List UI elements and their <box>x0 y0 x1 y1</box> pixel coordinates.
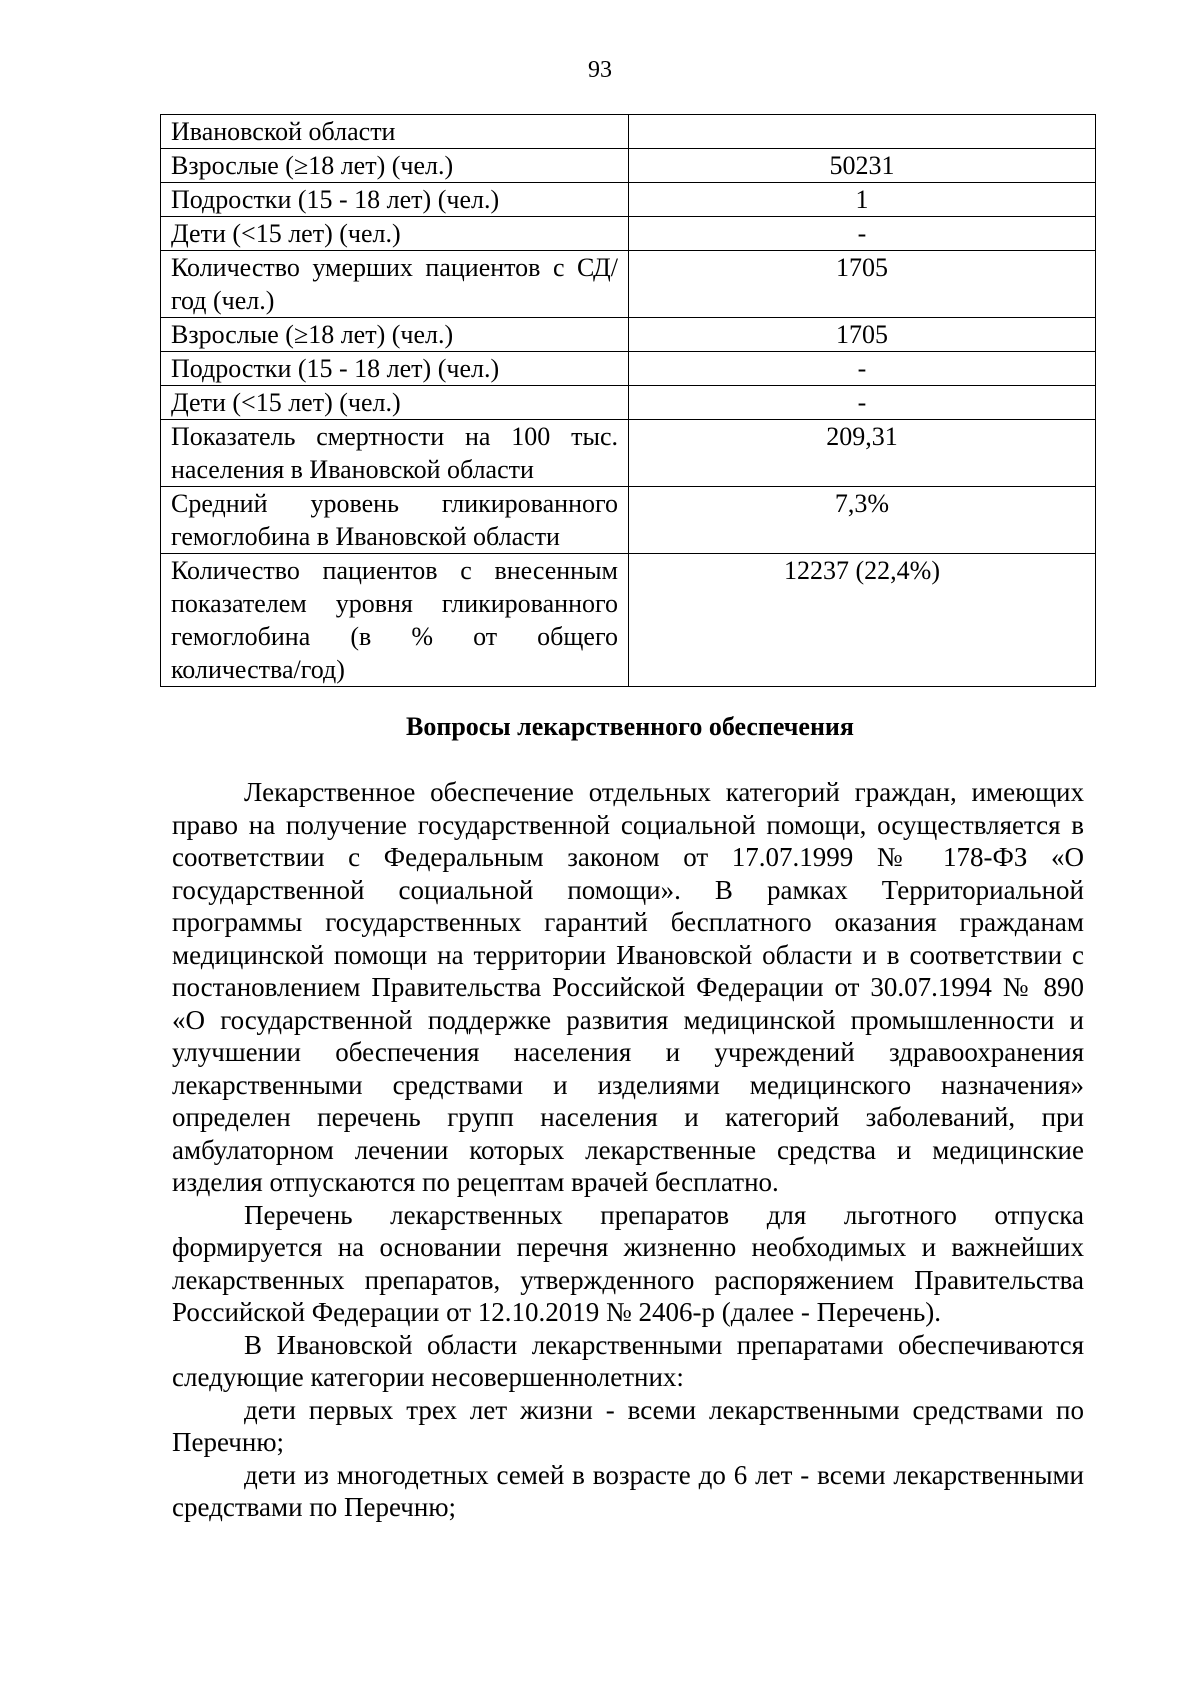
statistics-table <box>160 114 1096 687</box>
paragraph: дети из многодетных семей в возрасте до 6 лет - всеми лекарственными средствами по Перечню; <box>172 1459 1084 1522</box>
row-value: 12237 (22,4%) <box>629 554 1096 687</box>
table-row <box>161 386 1096 420</box>
table-row <box>161 352 1096 386</box>
table-row <box>161 487 1096 554</box>
row-label: Взрослые (≥18 лет) (чел.) <box>161 149 629 183</box>
table-row <box>161 115 1096 149</box>
row-value: 1 <box>629 183 1096 217</box>
table-row <box>161 149 1096 183</box>
section-title: Вопросы лекарственного обеспечения <box>406 712 854 741</box>
row-label: Подростки (15 - 18 лет) (чел.) <box>161 183 629 217</box>
table-row <box>161 554 1096 687</box>
row-value: 7,3% <box>629 487 1096 554</box>
row-value: 1705 <box>629 251 1096 318</box>
row-value: 1705 <box>629 318 1096 352</box>
row-label: Взрослые (≥18 лет) (чел.) <box>161 318 629 352</box>
body-text <box>172 776 1084 1524</box>
row-value: 209,31 <box>629 420 1096 487</box>
paragraph: В Ивановской области лекарственными препаратами обеспечиваются следующие категории несовершеннолетних: <box>172 1329 1084 1392</box>
row-label: Ивановской области <box>161 115 629 149</box>
table-row <box>161 183 1096 217</box>
row-value <box>629 115 1096 149</box>
row-value: - <box>629 217 1096 251</box>
table-row <box>161 217 1096 251</box>
table-row <box>161 251 1096 318</box>
row-value: - <box>629 386 1096 420</box>
table-row <box>161 420 1096 487</box>
row-value: 50231 <box>629 149 1096 183</box>
row-label: Дети (<15 лет) (чел.) <box>161 386 629 420</box>
paragraph: дети первых трех лет жизни - всеми лекарственными средствами по Перечню; <box>172 1394 1084 1457</box>
row-label: Средний уровень гликированного гемоглобина в Ивановской области <box>161 487 629 554</box>
row-label: Количество пациентов с внесенным показателем уровня гликированного гемоглобина (в % от общего количества/год) <box>161 554 629 687</box>
row-label: Дети (<15 лет) (чел.) <box>161 217 629 251</box>
paragraph: Лекарственное обеспечение отдельных категорий граждан, имеющих право на получение государственной социальной помощи, осуществляется в соответствии с Федеральным законом от 17.07.1999 № 178-ФЗ «О государственной социальной помощи». В рамках Территориальной программы государственных гарантий бесплатного оказания гражданам медицинской помощи на территории Ивановской области и в соответствии с постановлением Правительства Российской Федерации от 30.07.1994 № 890 «О государственной поддержке развития медицинской промышленности и улучшении обеспечения населения и учреждений здравоохранения лекарственными средствами и изделиями медицинского назначения» определен перечень групп населения и категорий заболеваний, при амбулаторном лечении которых лекарственные средства и медицинские изделия отпускаются по рецептам врачей бесплатно. <box>172 777 1084 1197</box>
paragraph: Перечень лекарственных препаратов для льготного отпуска формируется на основании перечня жизненно необходимых и важнейших лекарственных препаратов, утвержденного распоряжением Правительства Российской Федерации от 12.10.2019 № 2406-р (далее - Перечень). <box>172 1199 1084 1327</box>
page-number: 93 <box>588 57 612 83</box>
row-label: Показатель смертности на 100 тыс. населения в Ивановской области <box>161 420 629 487</box>
row-label: Подростки (15 - 18 лет) (чел.) <box>161 352 629 386</box>
row-value: - <box>629 352 1096 386</box>
table-row <box>161 318 1096 352</box>
row-label: Количество умерших пациентов с СД/ год (чел.) <box>161 251 629 318</box>
